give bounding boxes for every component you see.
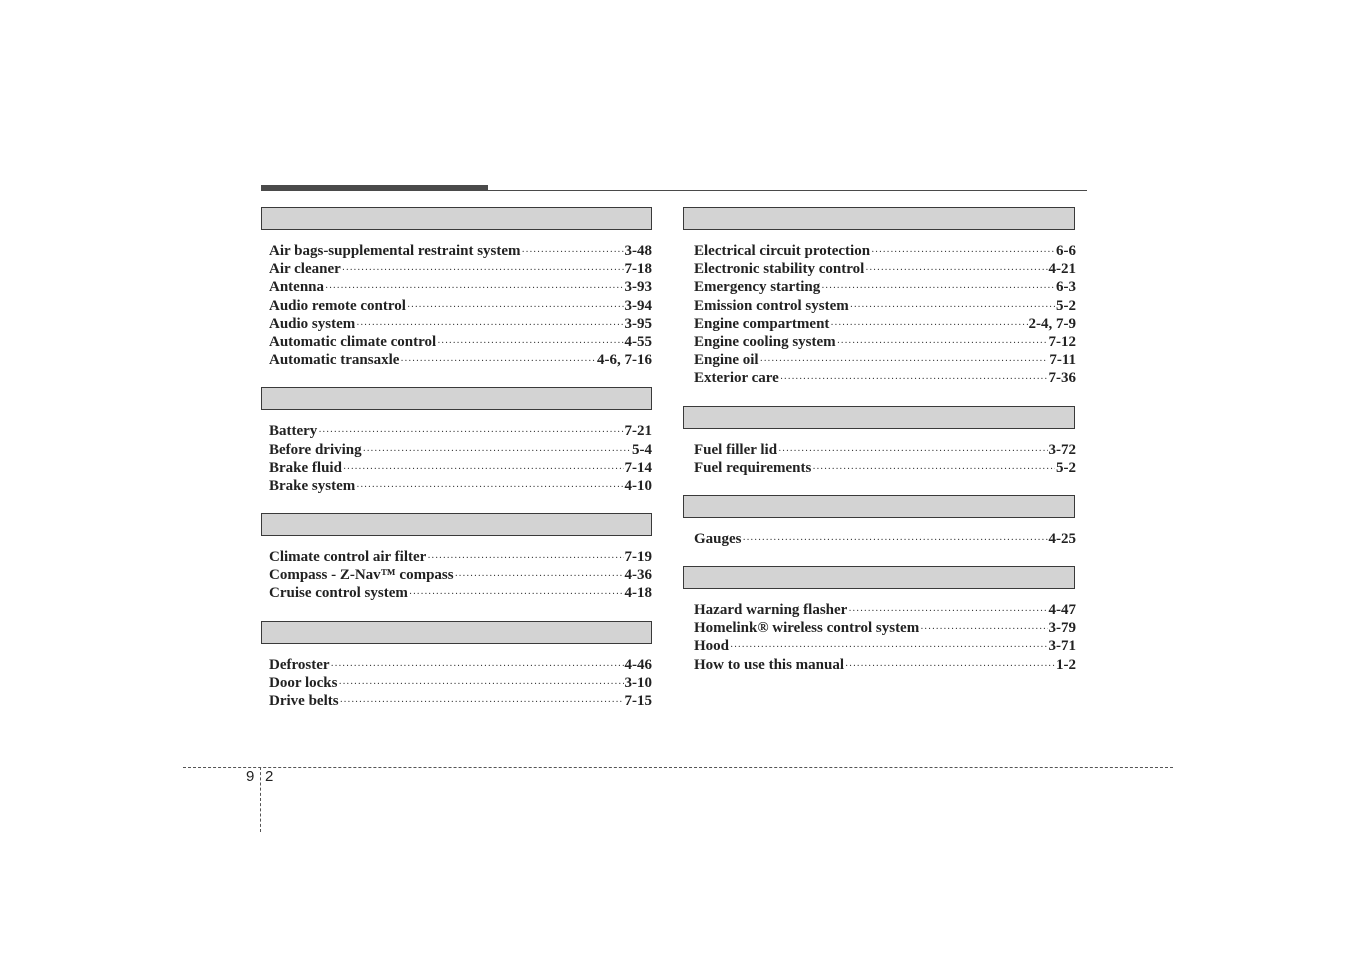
index-entry xyxy=(261,674,652,692)
entry-page-ref: 3-10 xyxy=(624,674,652,691)
entry-label: Electrical circuit protection xyxy=(694,243,871,259)
entry-page-ref: 3-95 xyxy=(624,315,652,332)
dot-leader xyxy=(743,532,1048,550)
entry-label: Electronic stability control xyxy=(694,261,865,278)
entry-label: Antenna xyxy=(269,279,325,296)
index-entry xyxy=(683,459,1076,477)
entry-page-ref: 6-3 xyxy=(1056,279,1076,296)
dot-leader xyxy=(437,335,623,353)
entry-label: Defroster xyxy=(269,656,330,673)
dot-leader xyxy=(340,694,624,712)
section-header-box xyxy=(261,621,652,644)
entry-label: Air cleaner xyxy=(269,261,341,278)
dot-leader xyxy=(812,461,1055,479)
dot-leader xyxy=(920,621,1047,639)
index-column-left xyxy=(261,207,652,728)
index-section xyxy=(683,495,1075,548)
index-entry xyxy=(683,260,1076,278)
entry-list xyxy=(683,230,1075,388)
entry-page-ref: 5-2 xyxy=(1056,459,1076,476)
index-entry xyxy=(261,548,652,566)
chapter-number: 9 xyxy=(246,768,255,785)
entry-label: Battery xyxy=(269,423,318,440)
dot-leader xyxy=(343,461,624,479)
entry-label: Hood xyxy=(694,638,730,655)
entry-page-ref: 7-11 xyxy=(1049,352,1076,369)
entry-label: Emission control system xyxy=(694,297,849,314)
entry-page-ref: 4-25 xyxy=(1048,530,1076,547)
entry-label: Air bags-supplemental restraint system xyxy=(269,243,521,259)
dot-leader xyxy=(342,262,624,280)
entry-label: Homelink® wireless control system xyxy=(694,620,920,637)
index-entry xyxy=(683,656,1076,674)
entry-list xyxy=(683,589,1075,674)
index-entry xyxy=(261,315,652,333)
dot-leader xyxy=(400,353,596,371)
dot-leader xyxy=(338,676,623,694)
entry-label: How to use this manual xyxy=(694,656,845,673)
entry-label: Cruise control system xyxy=(269,585,408,602)
section-header-box xyxy=(683,406,1075,429)
entry-label: Emergency starting xyxy=(694,279,821,296)
entry-label: Engine compartment xyxy=(694,315,830,332)
index-section xyxy=(683,566,1075,674)
index-section xyxy=(261,621,652,711)
index-entry xyxy=(261,242,652,260)
entry-page-ref: 4-47 xyxy=(1048,602,1076,619)
index-entry xyxy=(261,297,652,315)
entry-page-ref: 4-55 xyxy=(624,333,652,350)
dot-leader xyxy=(760,353,1049,371)
index-entry xyxy=(683,351,1076,369)
entry-page-ref: 5-4 xyxy=(632,441,652,458)
entry-label: Climate control air filter xyxy=(269,549,427,566)
index-entry xyxy=(683,601,1076,619)
entry-page-ref: 2-4, 7-9 xyxy=(1028,315,1076,332)
entry-list xyxy=(261,536,652,603)
entry-label: Audio remote control xyxy=(269,297,406,314)
index-section xyxy=(683,406,1075,477)
entry-label: Compass - Z-Nav™ compass xyxy=(269,567,454,584)
dot-leader xyxy=(837,335,1048,353)
entry-page-ref: 3-94 xyxy=(624,297,652,314)
header-rule xyxy=(261,190,1087,191)
entry-page-ref: 3-72 xyxy=(1048,441,1076,458)
dot-leader xyxy=(865,262,1047,280)
index-entry xyxy=(261,656,652,674)
section-header-box xyxy=(683,566,1075,589)
dot-leader xyxy=(845,658,1055,676)
entry-page-ref: 4-21 xyxy=(1048,261,1076,278)
entry-page-ref: 3-93 xyxy=(624,279,652,296)
entry-page-ref: 3-71 xyxy=(1048,638,1076,655)
dot-leader xyxy=(409,586,624,604)
index-entry xyxy=(683,278,1076,296)
entry-page-ref: 4-46 xyxy=(624,656,652,673)
index-entry xyxy=(683,637,1076,655)
entry-label: Fuel filler lid xyxy=(694,441,778,458)
entry-list xyxy=(683,429,1075,477)
entry-label: Hazard warning flasher xyxy=(694,602,848,619)
index-section xyxy=(261,513,652,603)
footer-rule xyxy=(183,767,1173,768)
entry-page-ref: 7-12 xyxy=(1048,333,1076,350)
dot-leader xyxy=(821,280,1055,298)
entry-page-ref: 7-19 xyxy=(624,549,652,566)
entry-page-ref: 7-36 xyxy=(1048,370,1076,387)
section-header-box xyxy=(261,387,652,410)
dot-leader xyxy=(363,443,631,461)
entry-label: Door locks xyxy=(269,674,338,691)
dot-leader xyxy=(522,244,624,262)
index-entry xyxy=(683,297,1076,315)
entry-page-ref: 3-48 xyxy=(624,243,652,259)
footer-divider xyxy=(260,767,261,832)
page-number: 2 xyxy=(265,768,274,785)
entry-page-ref: 7-14 xyxy=(624,459,652,476)
dot-leader xyxy=(830,317,1027,335)
entry-label: Brake system xyxy=(269,477,356,494)
index-entry xyxy=(683,441,1076,459)
index-entry xyxy=(261,459,652,477)
dot-leader xyxy=(331,658,624,676)
index-entry xyxy=(261,692,652,710)
entry-label: Exterior care xyxy=(694,370,779,387)
entry-page-ref: 5-2 xyxy=(1056,297,1076,314)
dot-leader xyxy=(780,371,1048,389)
entry-list xyxy=(683,518,1075,548)
index-entry xyxy=(261,422,652,440)
entry-page-ref: 7-21 xyxy=(624,423,652,440)
dot-leader xyxy=(407,299,624,317)
dot-leader xyxy=(318,424,623,442)
index-entry xyxy=(261,566,652,584)
entry-page-ref: 4-10 xyxy=(624,477,652,494)
index-entry xyxy=(261,351,652,369)
dot-leader xyxy=(455,568,624,586)
section-header-box xyxy=(683,207,1075,230)
section-header-box xyxy=(683,495,1075,518)
entry-label: Audio system xyxy=(269,315,356,332)
entry-label: Before driving xyxy=(269,441,362,458)
entry-page-ref: 7-18 xyxy=(624,261,652,278)
entry-page-ref: 3-79 xyxy=(1048,620,1076,637)
dot-leader xyxy=(427,550,623,568)
index-entry xyxy=(261,333,652,351)
entry-list xyxy=(261,644,652,711)
entry-list xyxy=(261,230,652,369)
index-entry xyxy=(261,278,652,296)
entry-label: Engine oil xyxy=(694,352,759,369)
entry-label: Automatic transaxle xyxy=(269,352,400,369)
entry-label: Fuel requirements xyxy=(694,459,812,476)
index-entry xyxy=(261,477,652,495)
index-entry xyxy=(683,315,1076,333)
entry-label: Engine cooling system xyxy=(694,333,836,350)
index-column-right xyxy=(683,207,1075,692)
index-entry xyxy=(261,441,652,459)
dot-leader xyxy=(850,299,1055,317)
section-header-box xyxy=(261,207,652,230)
index-entry xyxy=(261,260,652,278)
index-section xyxy=(261,387,652,495)
entry-label: Brake fluid xyxy=(269,459,342,476)
entry-page-ref: 4-6, 7-16 xyxy=(597,352,652,369)
entry-label: Drive belts xyxy=(269,693,339,709)
index-entry xyxy=(683,619,1076,637)
entry-page-ref: 4-36 xyxy=(624,567,652,584)
index-entry xyxy=(683,369,1076,387)
index-entry xyxy=(261,584,652,602)
index-entry xyxy=(683,333,1076,351)
entry-label: Gauges xyxy=(694,530,742,547)
entry-page-ref: 1-2 xyxy=(1056,656,1076,673)
entry-page-ref: 6-6 xyxy=(1056,243,1076,259)
entry-list xyxy=(261,410,652,495)
entry-page-ref: 4-18 xyxy=(624,585,652,602)
entry-page-ref: 7-15 xyxy=(624,693,652,709)
dot-leader xyxy=(778,443,1047,461)
index-section xyxy=(683,207,1075,388)
dot-leader xyxy=(871,244,1055,262)
entry-label: Automatic climate control xyxy=(269,333,437,350)
dot-leader xyxy=(356,479,623,497)
index-entry xyxy=(683,242,1076,260)
index-entry xyxy=(683,530,1076,548)
index-section xyxy=(261,207,652,369)
section-header-box xyxy=(261,513,652,536)
